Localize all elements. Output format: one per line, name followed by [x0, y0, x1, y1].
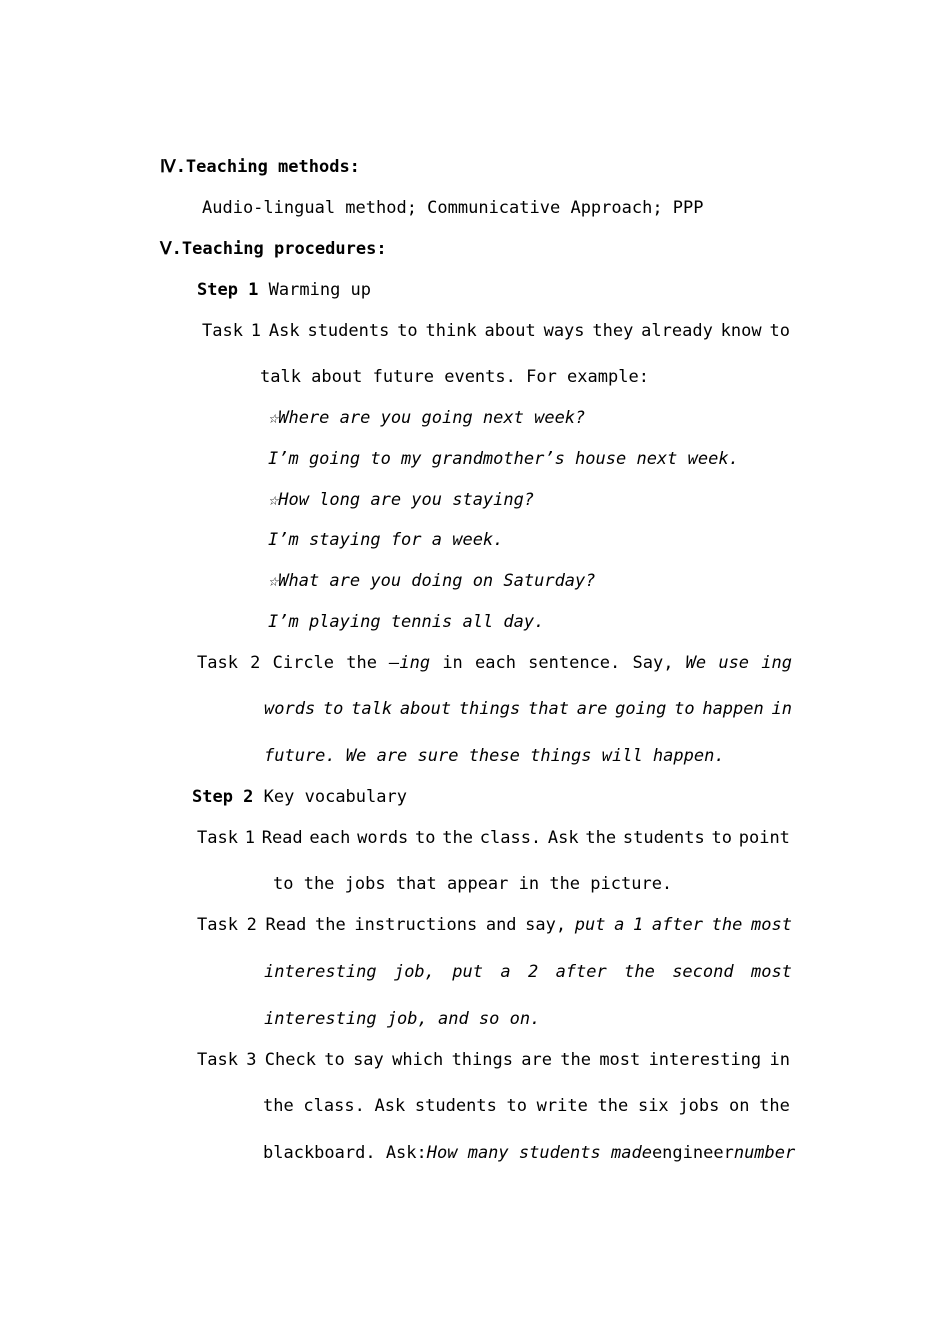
- word: Ask: [268, 321, 300, 341]
- word: interesting: [264, 962, 377, 982]
- example-question-3: ☆What are you doing on Saturday?: [268, 571, 596, 591]
- word: the: [711, 915, 743, 935]
- word: that: [527, 699, 569, 719]
- word: the: [597, 1096, 629, 1116]
- word: Task: [197, 1050, 238, 1070]
- word: the: [315, 915, 346, 935]
- word: 2: [527, 962, 539, 982]
- step2-task3-line1: [197, 1049, 790, 1071]
- step2-task2-line2: [264, 961, 792, 983]
- word: sentence.: [528, 653, 621, 673]
- word: students: [307, 321, 390, 341]
- word: in: [442, 653, 463, 673]
- word: the: [263, 1096, 294, 1116]
- teaching-methods-text: Audio-lingual method; Communicative Approach; PPP: [202, 198, 704, 218]
- word: think: [425, 321, 477, 341]
- word: after: [555, 962, 607, 982]
- example-answer-1: I’m going to my grandmother’s house next week.: [268, 449, 739, 469]
- word: students: [622, 828, 705, 848]
- example-question-1: ☆Where are you going next week?: [268, 408, 586, 428]
- word: 3: [246, 1050, 257, 1070]
- word: words: [264, 699, 316, 719]
- word: job,: [393, 962, 435, 982]
- word: a: [500, 962, 511, 982]
- word: going: [615, 699, 667, 719]
- word: the: [624, 962, 655, 982]
- word: Task: [197, 653, 238, 673]
- word: to: [322, 699, 344, 719]
- word: to: [324, 1050, 345, 1070]
- word: which: [392, 1050, 444, 1070]
- step2-task1-line2: to the jobs that appear in the picture.: [273, 874, 673, 894]
- word: Say,: [632, 653, 674, 673]
- word: to: [415, 828, 436, 848]
- step1-task1-line1: [202, 320, 790, 342]
- word: to: [674, 699, 695, 719]
- word: in: [771, 699, 792, 719]
- word: Task: [202, 321, 243, 341]
- word: to: [769, 321, 790, 341]
- word: most: [751, 915, 792, 935]
- word: jobs: [678, 1096, 720, 1116]
- word: on: [729, 1096, 750, 1116]
- word: happen: [702, 699, 764, 719]
- word: about: [399, 699, 452, 719]
- word: interesting: [648, 1050, 762, 1070]
- word: to: [711, 828, 732, 848]
- word: class.: [479, 828, 542, 848]
- word: 2: [246, 915, 257, 935]
- word: ing: [761, 653, 792, 673]
- word: the: [442, 828, 473, 848]
- step2-task2-line1: [197, 914, 792, 936]
- word: point: [738, 828, 790, 848]
- word: are: [576, 699, 608, 719]
- word: things: [458, 699, 521, 719]
- word: Read: [265, 915, 307, 935]
- word: know: [720, 321, 762, 341]
- word: already: [641, 321, 713, 341]
- word: 1: [632, 915, 644, 935]
- word: are: [521, 1050, 552, 1070]
- word: Task: [197, 915, 238, 935]
- word: Read: [261, 828, 303, 848]
- example-answer-3: I’m playing tennis all day.: [268, 612, 545, 632]
- step1-heading: [197, 279, 371, 301]
- word: 1: [250, 321, 262, 341]
- word: words: [357, 828, 409, 848]
- word: put: [574, 915, 606, 935]
- word: and: [485, 915, 517, 935]
- step2-label: Step 2: [192, 787, 254, 807]
- word: ways: [543, 321, 585, 341]
- example-question-2: ☆How long are you staying?: [268, 490, 535, 510]
- word: six: [637, 1096, 669, 1116]
- word: the: [585, 828, 617, 848]
- step2-task3-line3: [263, 1142, 796, 1164]
- step2-task2-line3: interesting job, and so on.: [264, 1009, 541, 1029]
- word: Ask: [547, 828, 579, 848]
- word: about: [484, 321, 536, 341]
- word: students: [414, 1096, 497, 1116]
- word: write: [536, 1096, 588, 1116]
- word: instructions: [354, 915, 478, 935]
- word: things: [451, 1050, 513, 1070]
- word: most: [750, 962, 792, 982]
- step2-task3-line2: [263, 1095, 790, 1117]
- word: they: [592, 321, 634, 341]
- example-answer-2: I’m staying for a week.: [268, 530, 504, 550]
- step1-title: Warming up: [268, 280, 372, 300]
- step1-task1-line2: talk about future events. For example:: [260, 367, 649, 387]
- word: after: [651, 915, 704, 935]
- word: 1: [244, 828, 255, 848]
- word: Task: [197, 828, 238, 848]
- word: say: [353, 1050, 384, 1070]
- step1-task2-line1: [197, 652, 792, 674]
- step2-title: Key vocabulary: [263, 787, 407, 807]
- step1-task2-line2: [264, 698, 792, 720]
- word: each: [475, 653, 516, 673]
- word: class.: [303, 1096, 365, 1116]
- word: the: [560, 1050, 592, 1070]
- word: a: [614, 915, 625, 935]
- word: to: [506, 1096, 527, 1116]
- word: to: [397, 321, 418, 341]
- word: use: [718, 653, 750, 673]
- step1-task2-line3: future. We are sure these things will happen.: [264, 746, 725, 766]
- word: each: [309, 828, 351, 848]
- word: 2: [250, 653, 261, 673]
- word: put: [452, 962, 483, 982]
- step2-heading: [192, 786, 407, 808]
- word: Circle: [272, 653, 335, 673]
- step2-task1-line1: [197, 827, 790, 849]
- ing-suffix: –ing: [389, 653, 431, 673]
- word: We: [685, 653, 707, 673]
- word: talk: [351, 699, 393, 719]
- word: most: [599, 1050, 641, 1070]
- text-segment: blackboard. Ask:: [263, 1143, 427, 1163]
- text-segment: number: [733, 1143, 796, 1163]
- word: the: [346, 653, 377, 673]
- section-heading-teaching-procedures: Ⅴ.Teaching procedures:: [160, 239, 387, 259]
- word: say,: [525, 915, 567, 935]
- word: Check: [264, 1050, 316, 1070]
- step1-label: Step 1: [197, 280, 259, 300]
- word: the: [759, 1096, 790, 1116]
- text-segment: How many students made: [426, 1143, 652, 1163]
- word: second: [672, 962, 734, 982]
- word: Ask: [374, 1096, 406, 1116]
- text-segment: engineer: [651, 1143, 734, 1163]
- section-heading-teaching-methods: Ⅳ.Teaching methods:: [160, 157, 360, 177]
- word: in: [769, 1050, 790, 1070]
